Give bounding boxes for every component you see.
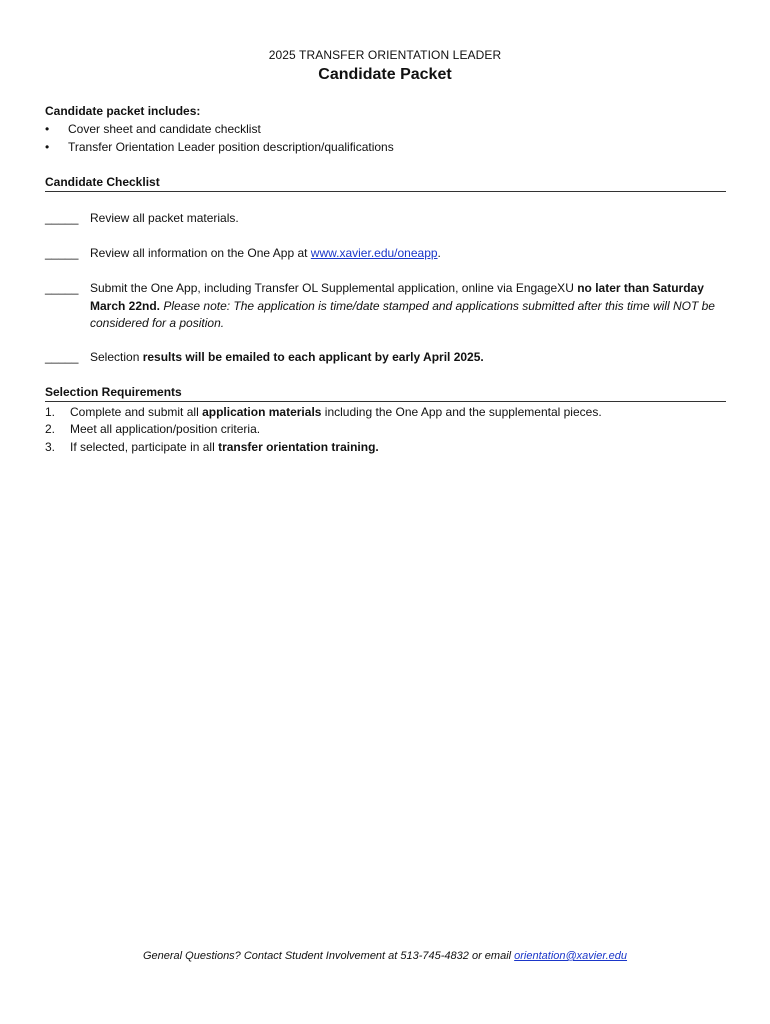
bullet-icon: • <box>45 122 50 136</box>
list-item-text: Transfer Orientation Leader position description/qualifications <box>68 140 394 154</box>
list-item-text: Cover sheet and candidate checklist <box>68 122 261 136</box>
checklist-item-text-part: . <box>437 246 441 260</box>
oneapp-link[interactable]: www.xavier.edu/oneapp <box>310 246 438 260</box>
includes-heading: Candidate packet includes: <box>45 104 201 118</box>
list-number: 1. <box>45 404 56 419</box>
email-link[interactable]: orientation@xavier.edu <box>514 950 628 962</box>
page-title: Candidate Packet <box>318 66 452 83</box>
list-item <box>45 421 725 439</box>
list-item-text-part: If selected, participate in all <box>70 439 219 454</box>
list-item-emphasis: application materials <box>202 404 322 419</box>
checklist-item-text-part: Review all information on the One App at <box>90 246 311 260</box>
checklist-item-text-part: Submit the One App, including Transfer OL Supplemental application, online via EngageXU <box>90 281 578 295</box>
list-item-text-part: including the One App and the supplemental pieces. <box>321 404 602 419</box>
checklist-item <box>45 280 726 333</box>
list-item <box>45 138 725 156</box>
list-item-text-part: Complete and submit all <box>70 404 203 419</box>
list-item <box>45 403 725 421</box>
checklist-item-text: Review all packet materials. <box>90 211 239 225</box>
checklist-item <box>45 349 726 367</box>
list-item <box>45 438 725 456</box>
checklist-item-text <box>90 349 726 367</box>
checkbox-blank: _____ <box>45 246 79 260</box>
checkbox-blank: _____ <box>45 350 79 364</box>
results-notice: results will be emailed to each applicant by early April 2025. <box>142 350 484 364</box>
checkbox-blank: _____ <box>45 211 79 225</box>
checklist-heading: Candidate Checklist <box>45 175 726 192</box>
list-item-text <box>70 405 602 419</box>
includes-list <box>45 120 725 156</box>
footer-contact <box>0 950 770 962</box>
footer-text: General Questions? Contact Student Involvement at 513-745-4832 or email <box>142 950 515 962</box>
bullet-icon: • <box>45 140 50 154</box>
checkbox-blank: _____ <box>45 281 79 295</box>
requirements-heading: Selection Requirements <box>45 385 726 402</box>
list-number: 2. <box>45 422 56 437</box>
application-note: Please note: The application is time/date stamped and applications submitted after this time will NOT be considered for a position. <box>90 298 715 330</box>
list-item-emphasis: transfer orientation training. <box>218 439 379 454</box>
checklist-item-text <box>90 245 726 263</box>
list-number: 3. <box>45 439 56 454</box>
checklist-item-text <box>90 280 726 333</box>
document-eyebrow: 2025 TRANSFER ORIENTATION LEADER <box>268 48 502 62</box>
list-item-text: Meet all application/position criteria. <box>70 422 261 437</box>
checklist-item <box>45 210 726 228</box>
deadline-text: no later than Saturday March 22nd. <box>90 281 704 313</box>
requirements-list <box>45 403 725 456</box>
list-item-text <box>70 440 379 454</box>
list-item <box>45 120 725 138</box>
checklist-item <box>45 245 726 263</box>
checklist-item-text-part: Selection <box>90 350 143 364</box>
